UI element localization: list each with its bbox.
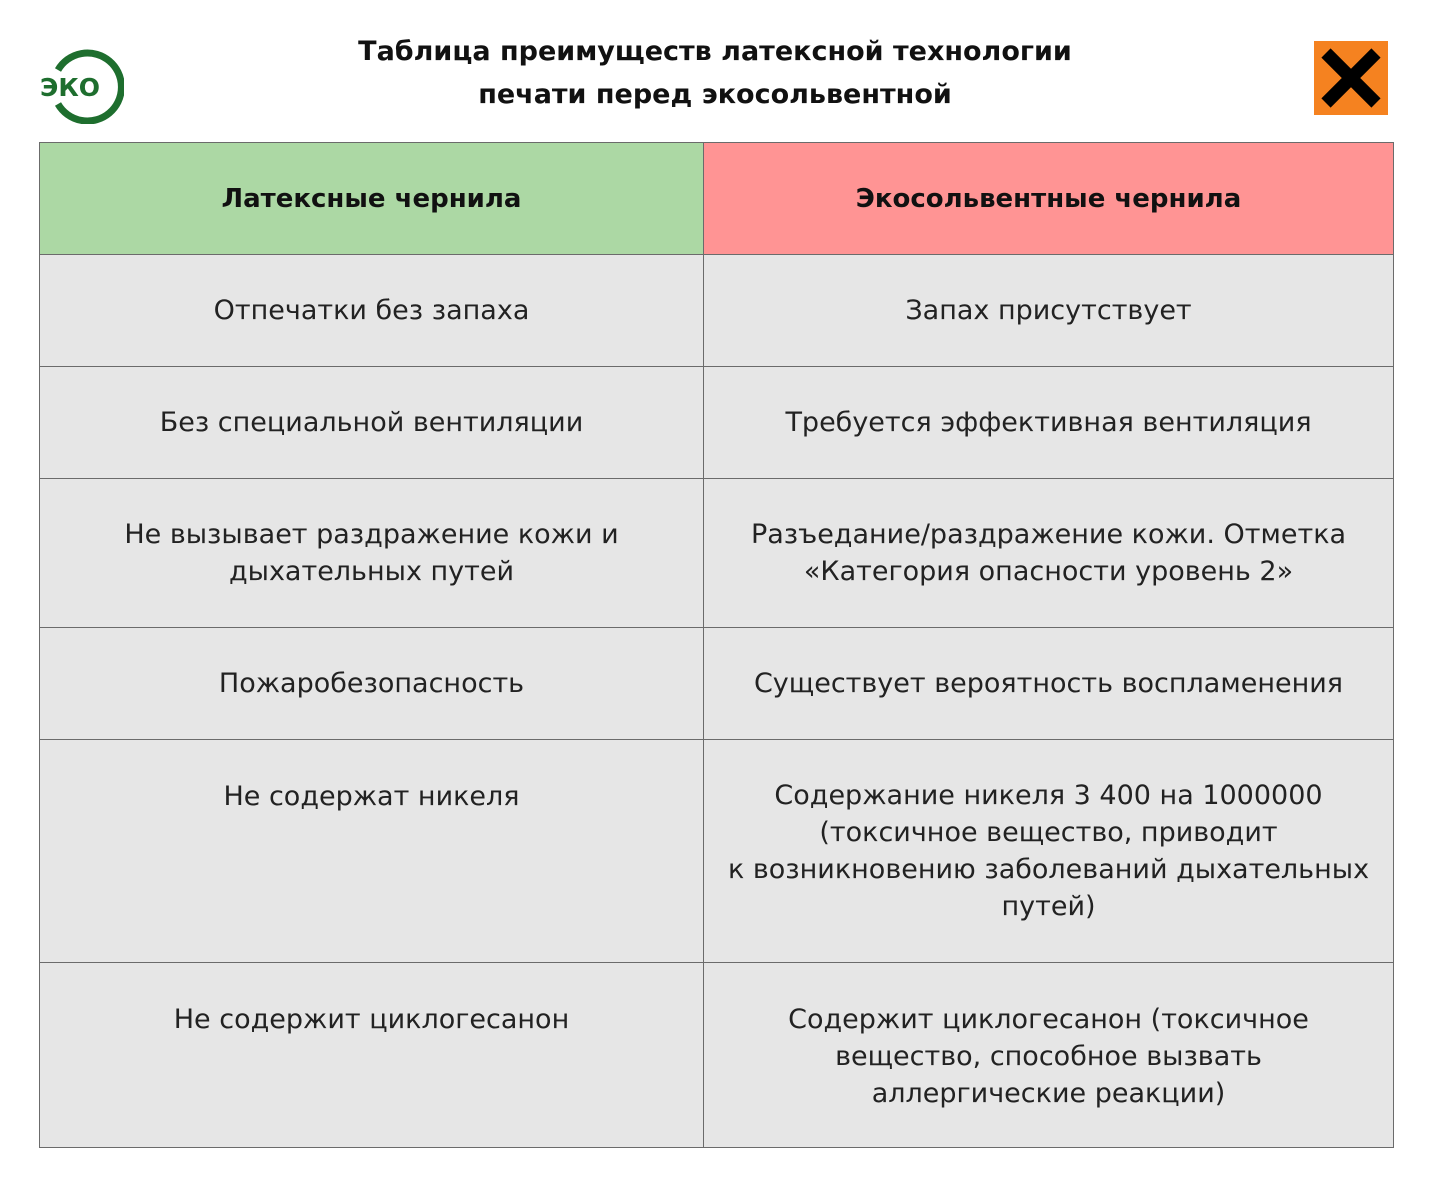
latex-cell [40, 255, 704, 367]
cell-line: (токсичное вещество, приводит [819, 817, 1278, 848]
cell-line: Требуется эффективная вентиляция [785, 407, 1312, 438]
table-row [40, 740, 1394, 963]
cell-line: Не вызывает раздражение кожи и [124, 519, 619, 550]
cell-line: путей) [1001, 891, 1096, 922]
title-line-2: печати перед экосольвентной [478, 79, 952, 110]
table-row [40, 963, 1394, 1148]
cell-line: Не содержат никеля [223, 781, 520, 812]
hazard-x-icon [1314, 41, 1388, 115]
eco-logo-text: ЭКО [40, 73, 101, 102]
latex-cell [40, 367, 704, 479]
page-title [250, 30, 1180, 116]
cell-line: Существует вероятность воспламенения [753, 668, 1344, 699]
cell-line: дыхательных путей [228, 556, 515, 587]
cell-line: Содержит циклогесанон (токсичное [788, 1004, 1309, 1035]
eco-logo [38, 48, 124, 124]
table-row [40, 367, 1394, 479]
table-row [40, 255, 1394, 367]
latex-cell [40, 740, 704, 963]
eco-cell [704, 479, 1394, 628]
cell-line: вещество, способное вызвать [835, 1041, 1262, 1072]
latex-cell [40, 479, 704, 628]
cell-line: Отпечатки без запаха [213, 295, 530, 326]
eco-cell [704, 740, 1394, 963]
table-row [40, 628, 1394, 740]
header-latex-ink: Латексные чернила [40, 143, 704, 255]
title-line-1: Таблица преимуществ латексной технологии [358, 36, 1072, 67]
cell-line: «Категория опасности уровень 2» [803, 556, 1294, 587]
eco-cell [704, 367, 1394, 479]
cell-line: Разъедание/раздражение кожи. Отметка [750, 519, 1347, 550]
header-ecosolvent-ink: Экосольвентные чернила [704, 143, 1394, 255]
eco-cell [704, 963, 1394, 1148]
cell-line: Запах присутствует [905, 295, 1192, 326]
cell-line: Содержание никеля 3 400 на 1000000 [774, 780, 1323, 811]
latex-cell [40, 963, 704, 1148]
cell-line: к возникновению заболеваний дыхательных [727, 854, 1370, 885]
cell-line: аллергические реакции) [871, 1078, 1226, 1109]
cell-line: Пожаробезопасность [218, 668, 525, 699]
comparison-table [39, 142, 1394, 1148]
cell-line: Не содержит циклогесанон [173, 1004, 570, 1035]
latex-cell [40, 628, 704, 740]
table-row [40, 479, 1394, 628]
cell-line: Без специальной вентиляции [159, 407, 584, 438]
eco-cell [704, 628, 1394, 740]
table-header-row [40, 143, 1394, 255]
eco-cell [704, 255, 1394, 367]
